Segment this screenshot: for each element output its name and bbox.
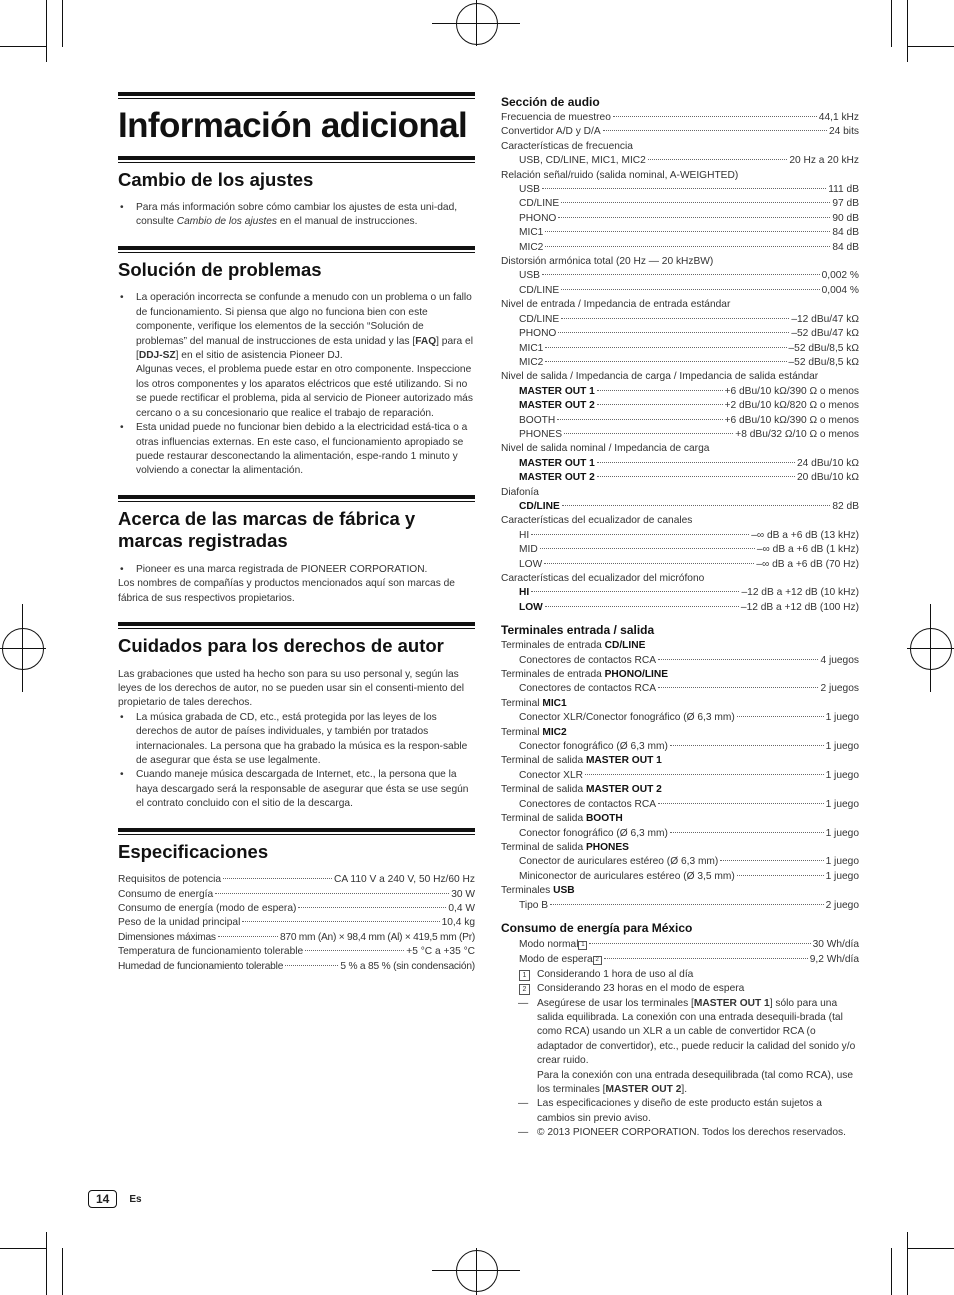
spec-row: Convertidor A/D y D/A 24 bits xyxy=(501,126,859,138)
heading-terminales: Terminales entrada / salida xyxy=(501,623,655,638)
spec-row: MASTER OUT 2 20 dBu/10 kΩ xyxy=(519,472,859,484)
left-column xyxy=(118,92,475,990)
bullet-cambio: • Para más información sobre cómo cambiar los ajustes de esta uni-dad, consulte Cambio de los ajustes en el manual de instrucciones. xyxy=(118,201,475,230)
spec-row: MIC2 –52 dBu/8,5 kΩ xyxy=(519,356,859,368)
bullet-solucion-2: • Esta unidad puede no funcionar bien debido a la electricidad está-tica o a otras influencias externas. En este caso, el funcionamiento apropiado se puede restaurar desconectando la alimentación, espe-rando 1 minuto y volviendo a conectar la alimentación. xyxy=(118,421,475,479)
spec-row: LOW –12 dB a +12 dB (100 Hz) xyxy=(519,601,859,613)
spec-row: CD/LINE –12 dBu/47 kΩ xyxy=(519,313,859,325)
right-column: Sección de audio Frecuencia de muestreo 44,1 kHz Convertidor A/D y D/A 24 bits Características de frecuencia USB, CD/LINE, MIC1, MIC2 20 Hz a 20 kHz Relación señal/ruido (salida nominal, A-WEIGHTED) USB 111 dB CD/LINE 97 dB PHONO 90 dB MIC1 84 dB MIC2 84 dB Distorsión armónica total (20 Hz — 20 kHzBW) USB 0,002 % CD/LINE 0,004 % Nivel de entrada / Impedancia de entrada estándar CD/LINE –12 dBu/47 kΩ PHONO –52 dBu/47 kΩ MIC1 –52 dBu/8,5 kΩ MIC2 –52 dBu/8,5 kΩ Nivel de salida / Impedancia de carga / Impedancia de salida estándar MASTER OUT 1 +6 dBu/10 kΩ/390 Ω o menos MASTER OUT 2 +2 dBu/10 kΩ/820 Ω o menos BOOTH +6 dBu/10 kΩ/390 Ω o menos PHONES +8 dBu/32 Ω/10 Ω o menos Nivel de salida nominal / Impedancia de carga MASTER OUT 1 24 dBu/10 kΩ MASTER OUT 2 20 dBu/10 kΩ Diafonía CD/LINE 82 dB Características del ecualizador de canales HI –∞ dB a +6 dB (13 kHz) MID –∞ dB a +6 dB (1 kHz) LOW –∞ dB a +6 dB (70 Hz) Características del ecualizador del micrófono HI –12 dB a +12 dB (10 kHz) LOW –12 dB a +12 dB (100 Hz) Terminales entrada / salida Terminales de entrada CD/LINE Conectores de contactos RCA 4 juegos Terminales de entrada PHONO/LINE Conectores de contactos RCA 2 juegos Terminal MIC1 Conector XLR/Conector fonográfico (Ø 6,3 mm) 1 juego Terminal MIC2 Conector fonográfico (Ø 6,3 mm) 1 juego Terminal de salida MASTER OUT 1 Conector XLR 1 juego Terminal de salida MASTER OUT 2 Conectores de contactos RCA 1 juego Terminal de salida BOOTH Conector fonográfico (Ø 6,3 mm) 1 juego Terminal de salida PHONES Conector de auriculares estéreo (Ø 6,3 mm) 1 juego Miniconector de auriculares estéreo (Ø 3,5 mm) 1 juego Terminales USB Tipo B 2 juego Consumo de energía para México Modo normal 1 30 Wh/día Modo de espera 2 9,2 Wh/día 1 Considerando 1 hora de uso al día 2 Considerando 23 horas en el modo de espera — Asegúrese de usar los terminales [MASTER OUT 1] sólo para una salida equilibrada. La conexión con una entrada desequili-brada (tal como RCA) usando un XLR a un cable de convertidor RCA (o adaptador de convertidor), etc., puede reducir la calidad del sonido y/o crear ruido. Para la conexión con una entrada desequilibrada (tal como RCA), use los terminales [MASTER OUT 2]. — Las especificaciones y diseño de este producto están sujetos a cambios sin previo aviso. — © 2013 PIONEER CORPORATION. Todos los derechos reservados. xyxy=(501,95,859,1141)
spec-row: MASTER OUT 1 +6 dBu/10 kΩ/390 Ω o menos xyxy=(519,385,859,397)
spec-row: CD/LINE 97 dB xyxy=(519,198,859,210)
page-footer xyxy=(88,1190,142,1208)
spec-row: Consumo de energía 30 W xyxy=(118,888,475,900)
page-title: Información adicional xyxy=(118,106,468,145)
heading-derechos: Cuidados para los derechos de autor xyxy=(118,635,444,657)
spec-row: Humedad de funcionamiento tolerable 5 % a 85 % (sin condensación) xyxy=(118,960,475,972)
spec-row: PHONO 90 dB xyxy=(519,212,859,224)
terminal-list: Terminales de entrada CD/LINE Conectores de contactos RCA 4 juegos Terminales de entrada PHONO/LINE Conectores de contactos RCA 2 juegos Terminal MIC1 Conector XLR/Conector fonográfico (Ø 6,3 mm) 1 juego Terminal MIC2 Conector fonográfico (Ø 6,3 mm) 1 juego Terminal de salida MASTER OUT 1 Conector XLR 1 juego Terminal de salida MASTER OUT 2 Conectores de contactos RCA 1 juego Terminal de salida BOOTH Conector fonográfico (Ø 6,3 mm) 1 juego Terminal de salida PHONES Conector de auriculares estéreo (Ø 6,3 mm) 1 juego Miniconector de auriculares estéreo (Ø 3,5 mm) 1 juego Terminales USB Tipo B 2 juego xyxy=(501,640,859,911)
bullet-solucion-1: • La operación incorrecta se confunde a menudo con un problema o un fallo de funcionamiento. Si piensa que algo no funciona bien con este componente, verifique los elementos de la sección “Solución de problemas” del manual de instrucciones de esta unidad y las [FAQ] para el [DDJ-SZ] en el sitio de asistencia Pioneer DJ. Algunas veces, el problema puede estar en otro componente. Inspeccione los otros componentes y los aparatos eléctricos que esté utilizando. Si no se puede rectificar el problema, pida al servicio de Pioneer autorizado más cercano o a su concesionario que realice el trabajo de reparación. xyxy=(118,291,475,421)
spec-row: CD/LINE 82 dB xyxy=(519,500,859,512)
spec-row: HI –12 dB a +12 dB (10 kHz) xyxy=(519,587,859,599)
bullet-derechos-2: • Cuando maneje música descargada de Internet, etc., la persona que la haya descargado será la responsable de asegurar que ésta se use según el contrato concluido con el sitio de la descarga. xyxy=(118,768,475,811)
page-number: 14 xyxy=(88,1190,117,1208)
language-code: Es xyxy=(129,1193,142,1205)
spec-row: Modo normal 1 30 Wh/día xyxy=(519,938,859,950)
spec-list xyxy=(118,873,475,974)
spec-row: USB 0,002 % xyxy=(519,270,859,282)
bullet-marcas: • Pioneer es una marca registrada de PIONEER CORPORATION. xyxy=(118,563,475,577)
spec-row: MASTER OUT 2 +2 dBu/10 kΩ/820 Ω o menos xyxy=(519,400,859,412)
spec-row: MID –∞ dB a +6 dB (1 kHz) xyxy=(519,544,859,556)
section-derechos xyxy=(118,622,475,812)
spec-row: Requisitos de potencia CA 110 V a 240 V, 50 Hz/60 Hz xyxy=(118,874,475,886)
section-solucion xyxy=(118,246,475,479)
spec-row: MIC1 84 dB xyxy=(519,227,859,239)
bullet-derechos-1: • La música grabada de CD, etc., está protegida por las leyes de los derechos de autor de países individuales, y también por tratados internacionales. La persona que ha grabado la música es la respon-sable de asegurar que ésta se use legalmente. xyxy=(118,711,475,769)
spec-row: Dimensiones máximas 870 mm (An) × 98,4 mm (Al) × 419,5 mm (Pr) xyxy=(118,931,475,943)
spec-row: MIC1 –52 dBu/8,5 kΩ xyxy=(519,342,859,354)
spec-row: BOOTH +6 dBu/10 kΩ/390 Ω o menos xyxy=(519,414,859,426)
spec-row: PHONO –52 dBu/47 kΩ xyxy=(519,328,859,340)
heading-marcas: Acerca de las marcas de fábrica y marcas registradas xyxy=(118,507,416,552)
spec-row: USB 111 dB xyxy=(519,184,859,196)
spec-row: LOW –∞ dB a +6 dB (70 Hz) xyxy=(519,558,859,570)
note-item: — © 2013 PIONEER CORPORATION. Todos los derechos reservados. xyxy=(518,1127,846,1139)
note-item: — Asegúrese de usar los terminales [MASTER OUT 1] sólo para una salida equilibrada. La conexión con una entrada desequili-brada (tal como RCA) usando un XLR a un cable de convertidor RCA (o adaptador de convertidor), etc., puede reducir la calidad del sonido y/o crear ruido. Para la conexión con una entrada desequilibrada (tal como RCA), use los terminales [MASTER OUT 2]. xyxy=(518,997,856,1095)
section-cambio xyxy=(118,156,475,230)
section-especificaciones xyxy=(118,828,475,974)
text-marcas: Los nombres de compañías y productos mencionados aquí son marcas de fábrica de sus respectivos propietarios. xyxy=(118,578,455,604)
spec-row: PHONES +8 dBu/32 Ω/10 Ω o menos xyxy=(519,428,859,440)
spec-row: CD/LINE 0,004 % xyxy=(519,284,859,296)
spec-row: MIC2 84 dB xyxy=(519,241,859,253)
heading-cambio: Cambio de los ajustes xyxy=(118,168,314,190)
spec-row: Peso de la unidad principal 10,4 kg xyxy=(118,917,475,929)
heading-especificaciones: Especificaciones xyxy=(118,840,269,862)
text-derechos: Las grabaciones que usted ha hecho son para su uso personal y, según las leyes de los derechos de autor, no se pueden usar sin el consenti-miento del propietario de tales derechos. xyxy=(118,668,465,709)
footnote: 2 Considerando 23 horas en el modo de espera xyxy=(501,982,859,996)
heading-solucion: Solución de problemas xyxy=(118,258,322,280)
heading-consumo: Consumo de energía para México xyxy=(501,920,693,935)
heading-audio: Sección de audio xyxy=(501,95,600,109)
spec-row: Temperatura de funcionamiento tolerable +5 °C a +35 °C xyxy=(118,946,475,958)
spec-row: Modo de espera 2 9,2 Wh/día xyxy=(519,954,859,966)
spec-row: Consumo de energía (modo de espera) 0,4 W xyxy=(118,903,475,915)
spec-row: MASTER OUT 1 24 dBu/10 kΩ xyxy=(519,457,859,469)
spec-row: Frecuencia de muestreo 44,1 kHz xyxy=(501,112,859,123)
footnote: 1 Considerando 1 hora de uso al día xyxy=(501,968,859,982)
spec-row: USB, CD/LINE, MIC1, MIC2 20 Hz a 20 kHz xyxy=(519,155,859,167)
section-marcas xyxy=(118,495,475,606)
spec-row: HI –∞ dB a +6 dB (13 kHz) xyxy=(519,529,859,541)
title-rule xyxy=(118,92,475,99)
note-item: — Las especificaciones y diseño de este producto están sujetos a cambios sin previo aviso. xyxy=(518,1098,822,1124)
